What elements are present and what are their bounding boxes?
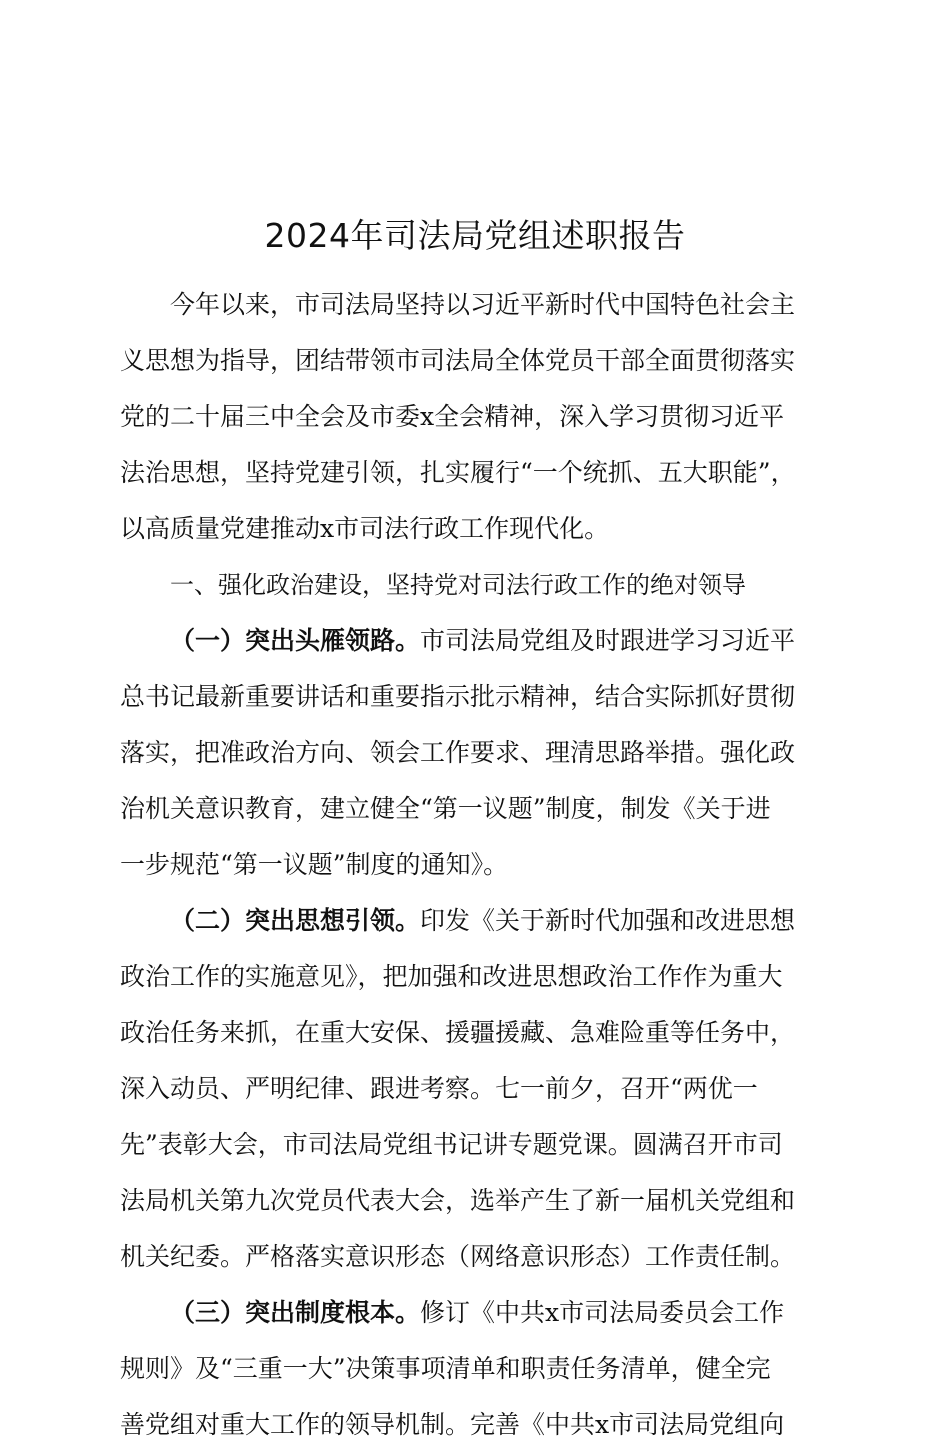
subsection-2-text: 印发《关于新时代加强和改进思想 [420,906,796,935]
intro-line: 党的二十届三中全会及市委x全会精神，深入学习贯彻习近平 [120,402,785,431]
subsection-2-heading: （二）突出思想引领。 [170,906,421,935]
subsection-3-line: 善党组对重大工作的领导机制。完善《中共x市司法局党组向 [120,1410,785,1439]
subsection-3-line: 规则》及“三重一大”决策事项清单和职责任务清单，健全完 [120,1354,771,1383]
subsection-1-heading: （一）突出头雁领路。 [170,626,421,655]
subsection-1-text: 市司法局党组及时跟进学习习近平 [420,626,796,655]
intro-line: 以高质量党建推动x市司法行政工作现代化。 [120,514,610,543]
subsection-2-line: 政治任务来抓，在重大安保、援疆援藏、急难险重等任务中， [120,1018,796,1047]
subsection-3-first-line [120,1285,810,1341]
intro-line: 法治思想，坚持党建引领，扎实履行“一个统抓、五大职能”， [120,458,796,487]
section-heading: 一、强化政治建设，坚持党对司法行政工作的绝对领导 [170,571,746,599]
subsection-1-first-line [120,613,810,669]
subsection-1-line: 落实，把准政治方向、领会工作要求、理清思路举措。强化政 [120,738,796,767]
subsection-2-line: 法局机关第九次党员代表大会，选举产生了新一届机关党组和 [120,1186,796,1215]
intro-line: 义思想为指导，团结带领市司法局全体党员干部全面贯彻落实 [120,346,796,375]
document-body [120,277,810,1453]
subsection-2-first-line [120,893,810,949]
subsection-3-heading: （三）突出制度根本。 [170,1298,421,1327]
subsection-1-line: 一步规范“第一议题”制度的通知》。 [120,850,509,879]
subsection-3-text: 修订《中共x市司法局委员会工作 [420,1298,785,1327]
document-title: 2024年司法局党组述职报告 [264,216,686,255]
subsection-2-line: 先”表彰大会，市司法局党组书记讲专题党课。圆满召开市司 [120,1130,783,1159]
subsection-2-line: 机关纪委。严格落实意识形态（网络意识形态）工作责任制。 [120,1242,796,1271]
subsection-1-line: 总书记最新重要讲话和重要指示批示精神，结合实际抓好贯彻 [120,682,796,711]
subsection-2-line: 深入动员、严明纪律、跟进考察。七一前夕，召开“两优一 [120,1074,758,1103]
intro-line: 今年以来，市司法局坚持以习近平新时代中国特色社会主 [170,290,796,319]
subsection-2-line: 政治工作的实施意见》，把加强和改进思想政治工作作为重大 [120,962,783,991]
subsection-1-line: 治机关意识教育，建立健全“第一议题”制度，制发《关于进 [120,794,771,823]
